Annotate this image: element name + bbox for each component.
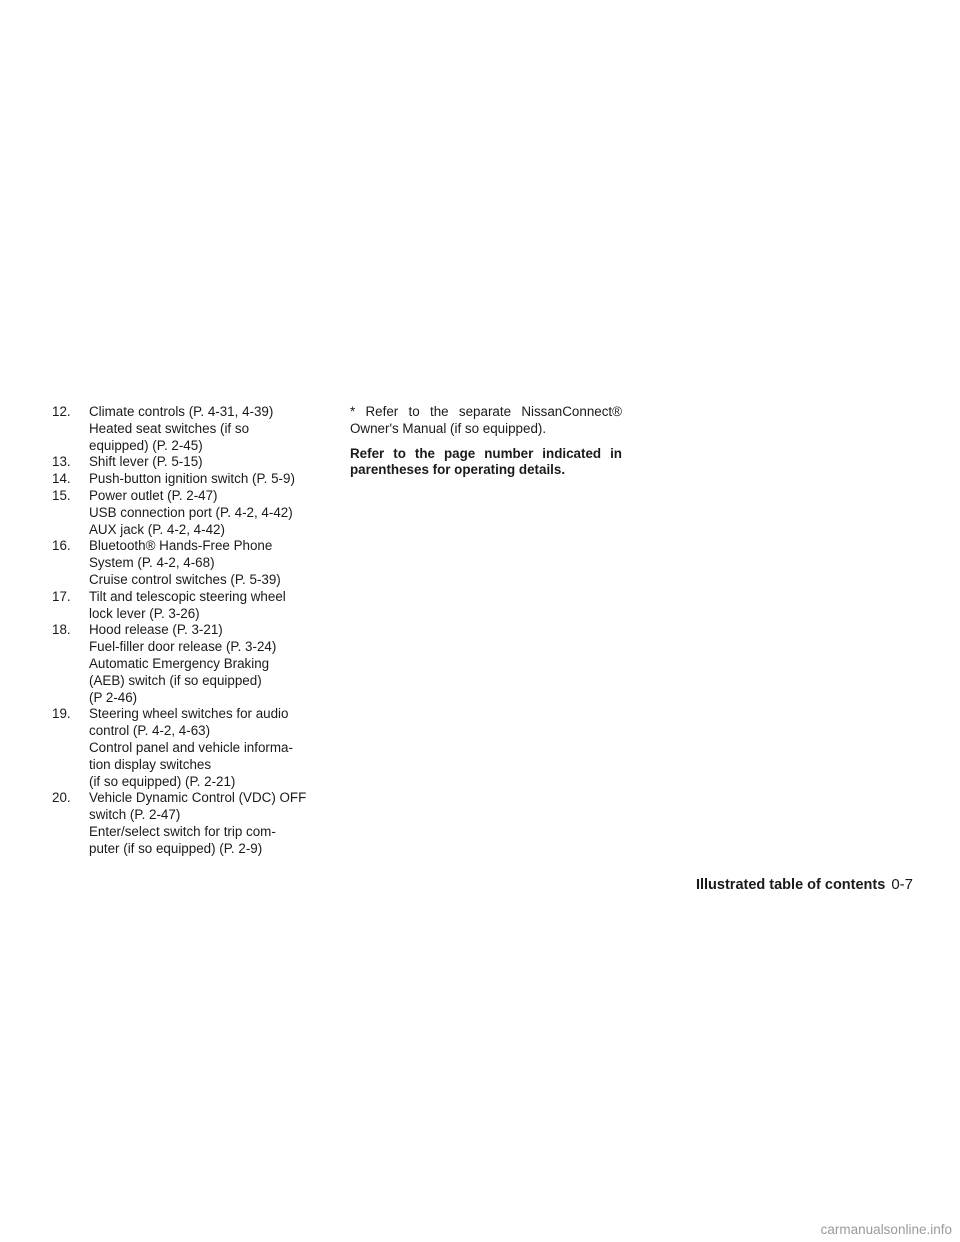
list-item xyxy=(52,471,330,488)
item-number: 13. xyxy=(52,454,71,470)
item-line: Enter/select switch for trip com- xyxy=(89,823,276,839)
item-number: 19. xyxy=(52,706,71,722)
refer-note-line: Refer to the page number indicated in xyxy=(350,445,622,461)
list-item xyxy=(52,454,330,471)
item-number: 14. xyxy=(52,471,71,487)
item-line: Bluetooth® Hands-Free Phone xyxy=(89,538,273,554)
item-line: Heated seat switches (if so xyxy=(89,420,250,436)
notes-column xyxy=(350,404,622,479)
item-number: 17. xyxy=(52,588,71,604)
list-item xyxy=(52,538,330,588)
item-line: equipped) (P. 2-45) xyxy=(89,437,203,453)
footnote-line: Owner's Manual (if so equipped). xyxy=(350,420,547,436)
item-line: USB connection port (P. 4-2, 4-42) xyxy=(89,504,293,520)
item-line: (if so equipped) (P. 2-21) xyxy=(89,773,236,789)
list-item xyxy=(52,622,330,706)
watermark: carmanualsonline.info xyxy=(820,1222,952,1237)
footnote xyxy=(350,404,622,438)
list-item xyxy=(52,790,330,857)
section-title: Illustrated table of contents xyxy=(695,877,886,893)
item-line: Hood release (P. 3-21) xyxy=(89,622,223,638)
refer-note xyxy=(350,446,622,480)
item-line: Tilt and telescopic steering wheel xyxy=(89,588,286,604)
item-line: tion display switches xyxy=(89,756,212,772)
list-item xyxy=(52,589,330,623)
item-line: Climate controls (P. 4-31, 4-39) xyxy=(89,404,274,419)
item-line: Control panel and vehicle informa- xyxy=(89,739,293,755)
footnote-line: * Refer to the separate NissanConnect® xyxy=(350,404,622,419)
refer-note-line: parentheses for operating details. xyxy=(350,462,566,478)
item-line: control (P. 4-2, 4-63) xyxy=(89,723,211,739)
item-line: Fuel-filler door release (P. 3-24) xyxy=(89,639,277,655)
item-line: (AEB) switch (if so equipped) xyxy=(89,672,262,688)
item-line: Shift lever (P. 5-15) xyxy=(89,454,203,470)
item-line: Power outlet (P. 2-47) xyxy=(89,487,218,503)
page-footer xyxy=(696,876,913,893)
item-number: 16. xyxy=(52,538,71,554)
item-number: 12. xyxy=(52,404,71,419)
list-item xyxy=(52,404,330,454)
item-line: puter (if so equipped) (P. 2-9) xyxy=(89,840,263,856)
item-line: Steering wheel switches for audio xyxy=(89,706,289,722)
item-line: switch (P. 2-47) xyxy=(89,807,181,823)
item-number: 20. xyxy=(52,790,71,806)
numbered-list xyxy=(52,404,330,858)
list-item xyxy=(52,706,330,790)
item-line: lock lever (P. 3-26) xyxy=(89,605,200,621)
item-line: Automatic Emergency Braking xyxy=(89,655,270,671)
list-item xyxy=(52,488,330,538)
item-line: (P 2-46) xyxy=(89,689,138,705)
item-line: Cruise control switches (P. 5-39) xyxy=(89,571,281,587)
item-number: 18. xyxy=(52,622,71,638)
page-number: 0-7 xyxy=(891,876,913,893)
item-number: 15. xyxy=(52,487,71,503)
item-line: Vehicle Dynamic Control (VDC) OFF xyxy=(89,790,307,806)
item-line: System (P. 4-2, 4-68) xyxy=(89,555,215,571)
item-line: AUX jack (P. 4-2, 4-42) xyxy=(89,521,225,537)
item-line: Push-button ignition switch (P. 5-9) xyxy=(89,471,295,487)
